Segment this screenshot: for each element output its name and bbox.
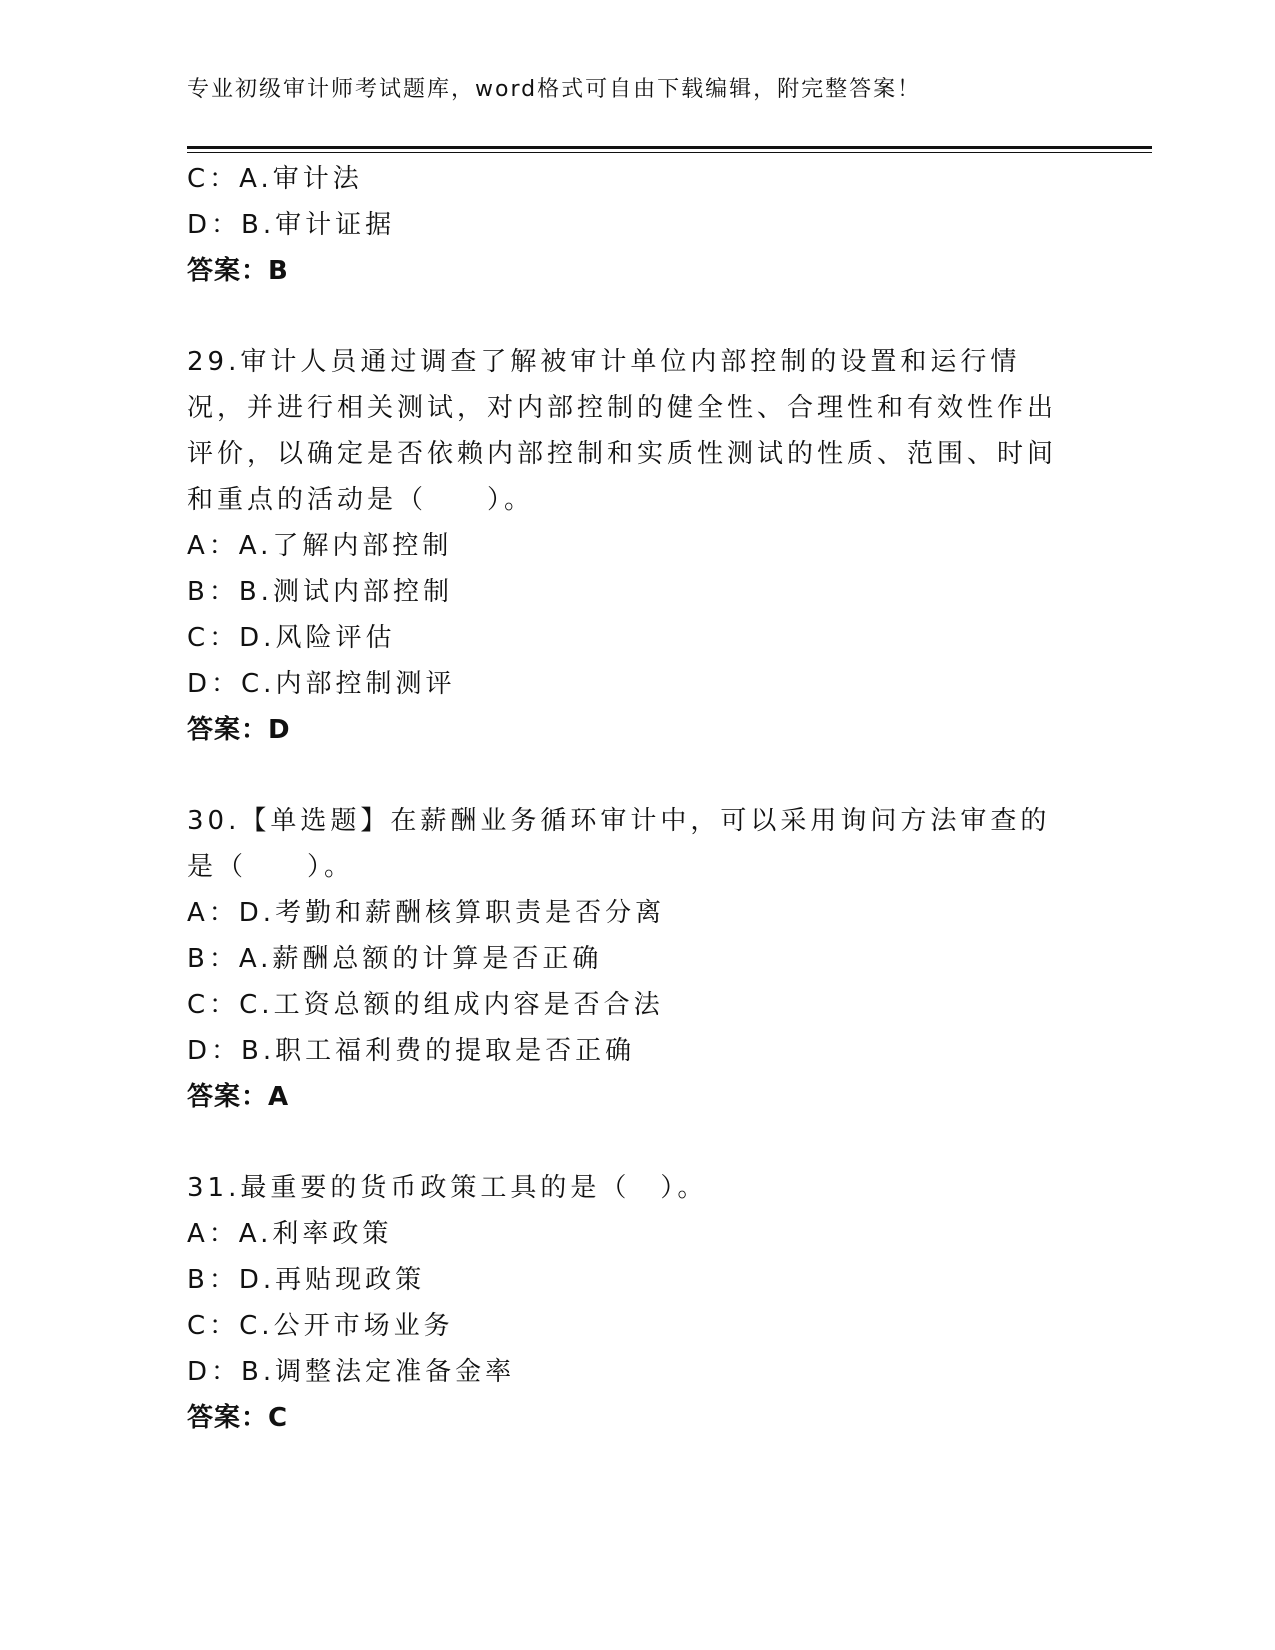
- question-30: [187, 798, 1087, 1120]
- option-d: D：B.审计证据: [187, 210, 396, 240]
- spacer: [187, 1120, 1087, 1165]
- answer: 答案：A: [187, 1082, 290, 1112]
- page-header: 专业初级审计师考试题库，word格式可自由下载编辑，附完整答案！: [187, 77, 922, 102]
- question-stem: 30.【单选题】在薪酬业务循环审计中，可以采用询问方法审查的是（ ）。: [187, 806, 1051, 882]
- answer: 答案：B: [187, 256, 289, 286]
- option-c: C：A.审计法: [187, 164, 363, 194]
- question-stem: 31.最重要的货币政策工具的是（ ）。: [187, 1173, 708, 1203]
- question-29: [187, 339, 1087, 753]
- answer: 答案：C: [187, 1403, 289, 1433]
- option-d: D：B.职工福利费的提取是否正确: [187, 1036, 636, 1066]
- header-rule-thick: [187, 146, 1152, 149]
- option-c: C：C.工资总额的组成内容是否合法: [187, 990, 664, 1020]
- spacer: [187, 753, 1087, 798]
- option-c: C：D.风险评估: [187, 623, 396, 653]
- option-d: D：B.调整法定准备金率: [187, 1357, 516, 1387]
- option-b: B：B.测试内部控制: [187, 577, 453, 607]
- question-list: [187, 156, 1087, 1441]
- spacer: [187, 294, 1087, 339]
- option-b: B：D.再贴现政策: [187, 1265, 426, 1295]
- option-a: A：A.了解内部控制: [187, 531, 453, 561]
- option-a: A：A.利率政策: [187, 1219, 393, 1249]
- question-stem: 29.审计人员通过调查了解被审计单位内部控制的设置和运行情况，并进行相关测试，对内部控制的健全性、合理性和有效性作出评价，以确定是否依赖内部控制和实质性测试的性质、范围、时间和重点的活动是（ ）。: [187, 347, 1058, 515]
- option-d: D：C.内部控制测评: [187, 669, 456, 699]
- question-31: [187, 1165, 1087, 1441]
- header-rule-thin: [187, 152, 1152, 153]
- option-a: A：D.考勤和薪酬核算职责是否分离: [187, 898, 666, 928]
- option-b: B：A.薪酬总额的计算是否正确: [187, 944, 603, 974]
- question-28-continued: [187, 156, 1087, 294]
- option-c: C：C.公开市场业务: [187, 1311, 454, 1341]
- answer: 答案：D: [187, 715, 291, 745]
